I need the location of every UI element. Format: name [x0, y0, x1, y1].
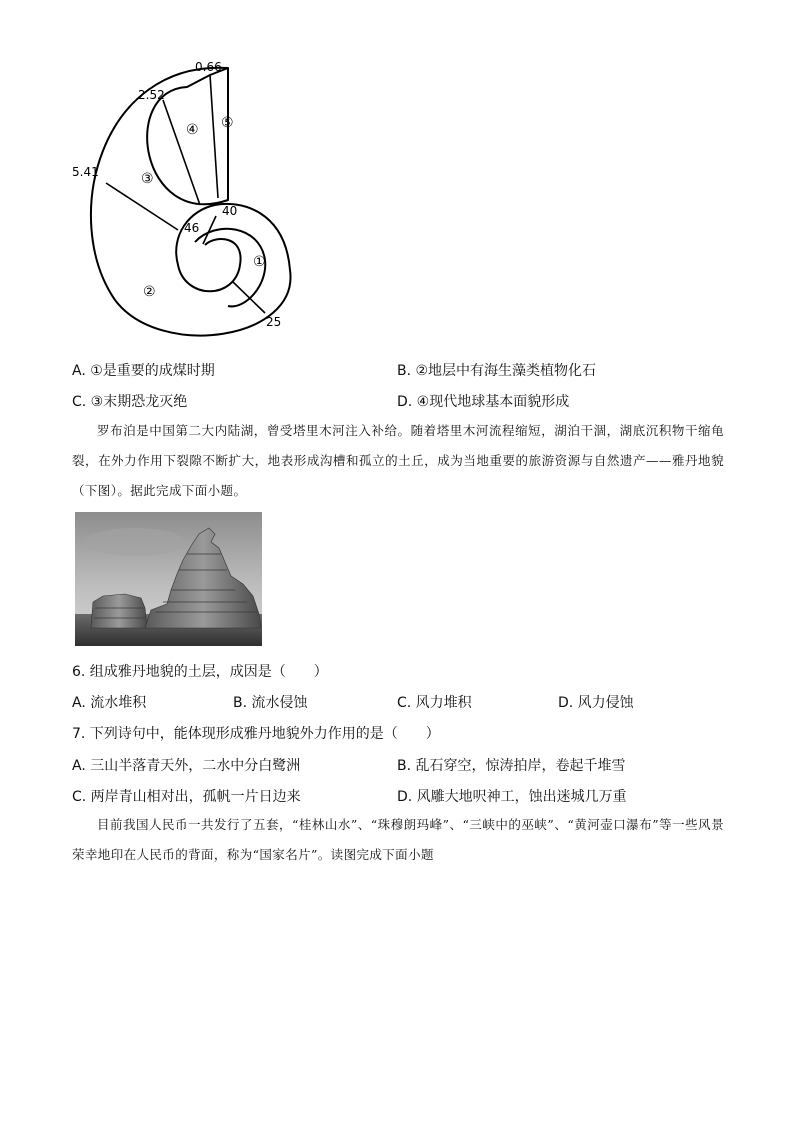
passage-lop-nur-text: 罗布泊是中国第二大内陆湖，曾受塔里木河注入补给。随着塔里木河流程缩短，湖泊干涸，湖底沉积物干缩龟裂，在外力作用下裂隙不断扩大，地表形成沟槽和孤立的土丘，成为当地重要的旅游资源与自然遗产——雅丹地貌（下图）。据此完成下面小题。 — [72, 423, 724, 498]
divider-0.66 — [210, 75, 218, 198]
q6-stem: 6. 组成雅丹地貌的土层，成因是（ ） — [72, 664, 328, 680]
label-era-3: ③ — [141, 171, 154, 187]
q6-option-a[interactable]: A. 流水堆积 — [72, 695, 147, 711]
label-era-1: ① — [253, 254, 266, 270]
q7-stem: 7. 下列诗句中，能体现形成雅丹地貌外力作用的是（ ） — [72, 726, 440, 742]
q5-option-a[interactable]: A. ①是重要的成煤时期 — [72, 363, 215, 379]
q7-option-b[interactable]: B. 乱石穿空，惊涛拍岸，卷起千堆雪 — [397, 758, 626, 774]
q7-option-c[interactable]: C. 两岸青山相对出，孤帆一片日边来 — [72, 789, 301, 805]
q5-option-d[interactable]: D. ④现代地球基本面貌形成 — [397, 394, 570, 410]
label-2.52: 2.52 — [138, 88, 165, 102]
passage-rmb-notes — [72, 810, 724, 870]
q5-option-c[interactable]: C. ③末期恐龙灭绝 — [72, 394, 188, 410]
label-era-2: ② — [143, 284, 156, 300]
label-era-4: ④ — [186, 122, 199, 138]
diagram-labels — [72, 60, 281, 329]
label-0.66: 0.66 — [195, 60, 222, 74]
q5-option-b[interactable]: B. ②地层中有海生藻类植物化石 — [397, 363, 597, 379]
spiral-outline — [91, 68, 291, 336]
q6-option-d[interactable]: D. 风力侵蚀 — [558, 695, 634, 711]
label-era-5: ⑤ — [221, 115, 234, 131]
yardang-landform-photo — [75, 512, 262, 646]
q6-option-c[interactable]: C. 风力堆积 — [397, 695, 472, 711]
label-40: 40 — [222, 204, 238, 218]
era-dividers — [106, 75, 265, 313]
passage-lop-nur — [72, 416, 724, 506]
label-5.41: 5.41 — [72, 165, 99, 179]
label-46: 46 — [184, 221, 200, 235]
geologic-time-spiral-diagram — [60, 55, 320, 345]
q7-option-a[interactable]: A. 三山半落青天外，二水中分白鹭洲 — [72, 758, 301, 774]
q7-option-d[interactable]: D. 风雕大地呎神工，蚀出迷城几万重 — [397, 789, 627, 805]
passage-rmb-notes-text: 目前我国人民币一共发行了五套，“桂林山水”、“珠穆朗玛峰”、“三峡中的巫峡”、“黄河壶口瀑布”等一些风景荣幸地印在人民币的背面，称为“国家名片”。读图完成下面小题 — [72, 817, 724, 862]
photo-cloud — [85, 528, 185, 556]
q6-option-b[interactable]: B. 流水侵蚀 — [233, 695, 308, 711]
label-25: 25 — [266, 315, 282, 329]
photo-small-mesa — [91, 594, 147, 628]
